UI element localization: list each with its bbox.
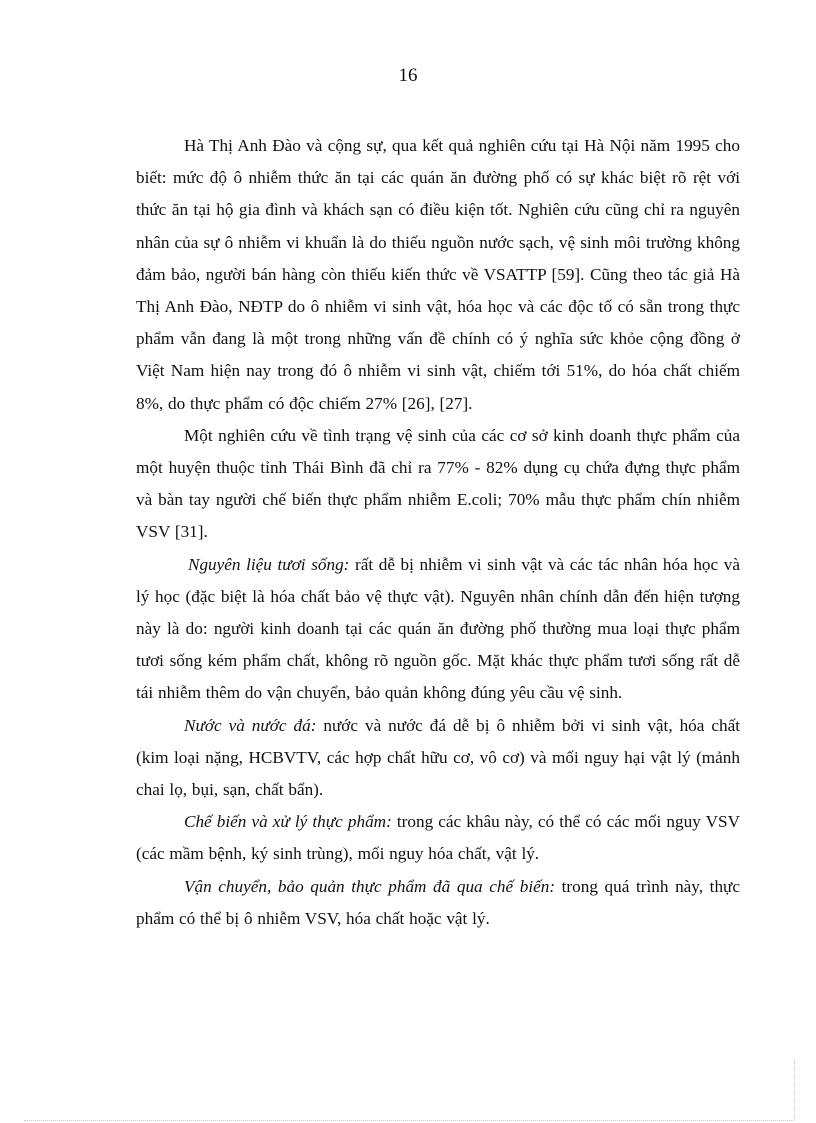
page-side-border: [794, 1060, 795, 1120]
paragraph-transport-storage: [136, 871, 740, 935]
paragraph-water-and-ice: [136, 710, 740, 807]
paragraph-thai-binh-hygiene-study: [136, 420, 740, 549]
paragraph-street-food-contamination-study: [136, 130, 740, 420]
paragraph-text: trong quá trình này, thực phẩm có thể bị ô nhiễm VSV, hóa chất hoặc vật lý.: [136, 876, 740, 928]
paragraph-processing: [136, 806, 740, 870]
paragraph-lead-term: Nguyên liệu tươi sống:: [188, 554, 350, 574]
paragraph-text: Một nghiên cứu về tình trạng vệ sinh của các cơ sở kinh doanh thực phẩm của một huyện thuộc tỉnh Thái Bình đã chỉ ra 77% - 82% dụng cụ chứa đựng thực phẩm và bàn tay người chế biến thực phẩm nhiễm E.coli; 70% mẫu thực phẩm chín nhiễm VSV [31].: [136, 425, 740, 542]
paragraph-text: Hà Thị Anh Đào và cộng sự, qua kết quả nghiên cứu tại Hà Nội năm 1995 cho biết: mức độ ô nhiễm thức ăn tại các quán ăn đường phố có sự khác biệt rõ rệt với thức ăn tại hộ gia đình và khách sạn có điều kiện tốt. Nghiên cứu cũng chỉ ra nguyên nhân của sự ô nhiễm vi khuẩn là do thiếu nguồn nước sạch, vệ sinh môi trường không đảm bảo, người bán hàng còn thiếu kiến thức về VSATTP [59]. Cũng theo tác giả Hà Thị Anh Đào, NĐTP do ô nhiễm vi sinh vật, hóa học và các độc tố có sẵn trong thực phẩm vẫn đang là một trong những vấn đề chính có ý nghĩa sức khỏe cộng đồng ở Việt Nam hiện nay trong đó ô nhiễm vi sinh vật, chiếm tới 51%, do hóa chất chiếm 8%, do thực phẩm có độc chiếm 27% [26], [27].: [136, 136, 740, 413]
paragraph-text: rất dễ bị nhiễm vi sinh vật và các tác nhân hóa học và lý học (đặc biệt là hóa chất bảo vệ thực vật). Nguyên nhân chính dẫn đến hiện tượng này là do: người kinh doanh tại các quán ăn đường phố thường mua loại thực phẩm tươi sống kém phẩm chất, không rõ nguồn gốc. Mặt khác thực phẩm tươi sống rất dễ tái nhiễm thêm do vận chuyển, bảo quản không đúng yêu cầu vệ sinh.: [136, 554, 740, 703]
paragraph-lead-term: Chế biến và xử lý thực phẩm:: [184, 812, 392, 832]
paragraph-raw-ingredients: [136, 549, 740, 710]
paragraph-text: trong các khâu này, có thể có các mối nguy VSV (các mầm bệnh, ký sinh trùng), mối nguy hóa chất, vật lý.: [136, 812, 740, 864]
paragraph-lead-term: Vận chuyển, bảo quản thực phẩm đã qua chế biến:: [184, 876, 556, 896]
body-text: [136, 130, 740, 935]
page-bottom-border: [24, 1120, 794, 1121]
page-number: 16: [398, 65, 418, 86]
paragraph-text: nước và nước đá dễ bị ô nhiễm bởi vi sinh vật, hóa chất (kim loại nặng, HCBVTV, các hợp chất hữu cơ, vô cơ) và mối nguy hại vật lý (mảnh chai lọ, bụi, sạn, chất bẩn).: [136, 715, 740, 800]
paragraph-lead-term: Nước và nước đá:: [184, 715, 317, 735]
